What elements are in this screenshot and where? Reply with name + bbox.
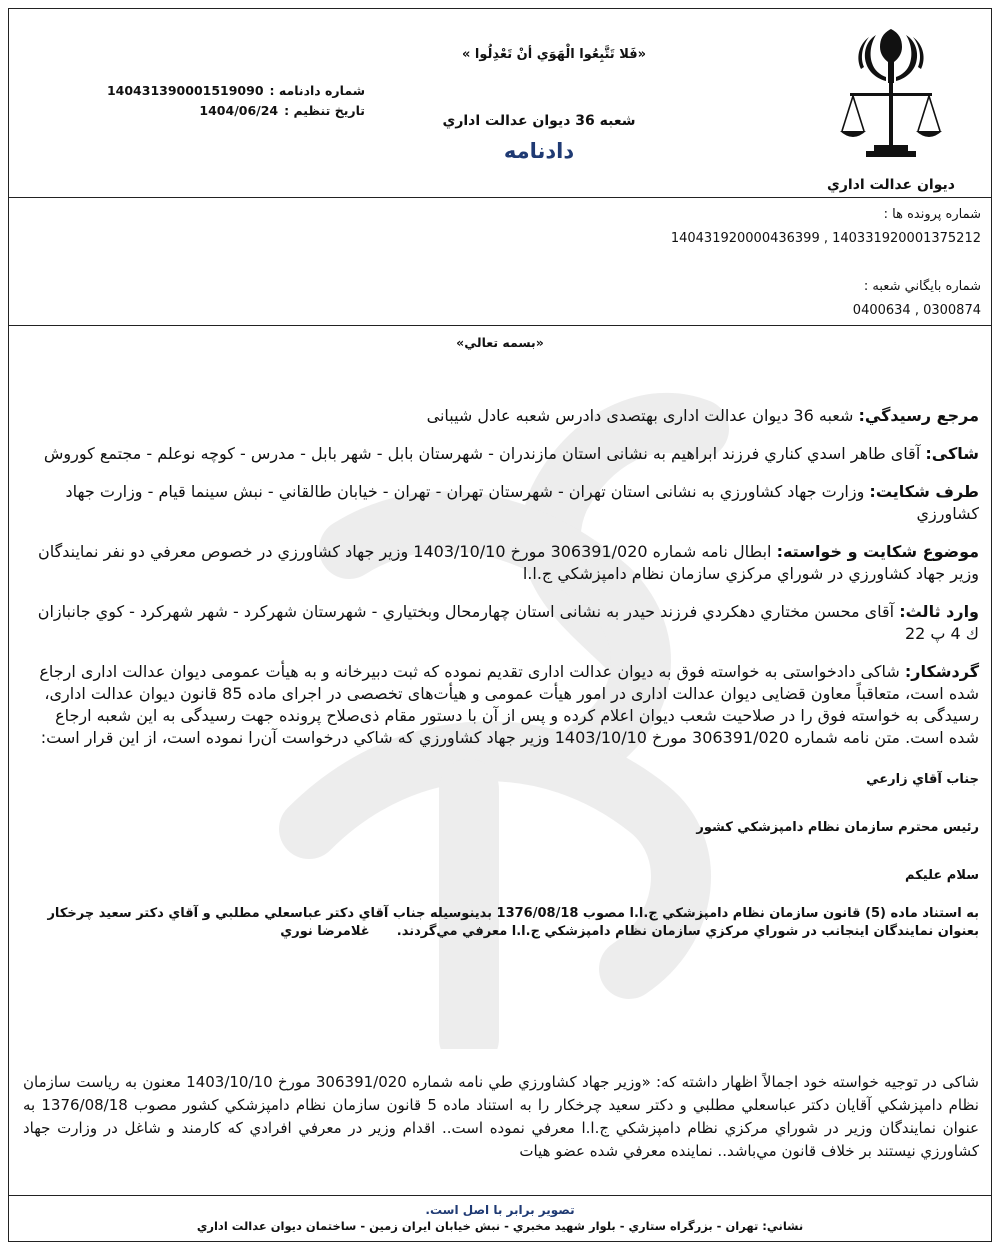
document-title: دادنامه [503, 139, 575, 163]
divider [9, 325, 991, 326]
case-numbers: 140431920000436399 , 140331920001375212 [670, 231, 981, 246]
issue-date-label: تاريخ تنظيم : [284, 103, 365, 118]
proceedings-paragraph [23, 661, 979, 749]
address-text: تهران - بزرگراه ستاري - بلوار شهيد مخبري - نبش خيابان ايران زمين - ساختمان ديوان عدالت اداري [196, 1219, 759, 1233]
proceedings-label: گردشکار: [904, 662, 979, 681]
subject-text: ابطال نامه شماره 306391/020 مورخ 1403/10/10 وزير جهاد کشاورزي در خصوص معرفي دو نفر نمايندگان وزير جهاد کشاورزي در شوراي مرکزي سازمان نظام دامپزشکي ج.ا.ا [37, 542, 979, 583]
verdict-number-label: شماره دادنامه : [269, 83, 365, 98]
bismillah: «بسمه تعالي» [456, 335, 544, 350]
defendant-text: وزارت جهاد کشاورزي به نشانی استان تهران - شهرستان تهران - تهران - خيابان طالقاني - نبش سينما قيام - وزارت جهاد کشاورزي [65, 482, 979, 523]
archive-numbers-label: شماره بايگاني شعبه : [863, 279, 981, 294]
subject-label: موضوع شکايت و خواسته: [776, 542, 979, 561]
third-party-paragraph [23, 601, 979, 645]
letter-recipient: رئيس محترم سازمان نظام دامپزشکي کشور [696, 820, 979, 835]
issue-date: 1404/06/24 [199, 103, 279, 118]
quran-quote: «فَلا تَتَّبِعُوا الْهَوَي أنْ تَعْدِلُوا » [462, 47, 646, 62]
third-party-text: آقای محسن مختاري دهکردي فرزند حيدر به نشانی استان چهارمحال وبختياري - شهرستان شهرکرد - شهر شهرکرد - کوي جانبازان ك 4 پ 22 [37, 602, 979, 643]
plaintiff-label: شاکی: [925, 444, 979, 463]
plaintiff-paragraph [23, 443, 979, 465]
letter-salutation: جناب آقاي زارعي [866, 772, 979, 787]
authority-text: شعبه 36 ديوان عدالت اداری بهتصدی دادرس شعبه عادل شيبانی [426, 406, 854, 425]
defendant-label: طرف شکايت: [869, 482, 979, 501]
defendant-paragraph [23, 481, 979, 525]
emblem [821, 23, 961, 193]
document-body [23, 405, 979, 941]
footer-address [9, 1219, 991, 1233]
letter-body [23, 905, 979, 941]
verdict-number: 140431390001519090 [106, 83, 264, 98]
branch-title: شعبه 36 ديوان عدالت اداري [442, 113, 636, 129]
divider [9, 1195, 991, 1196]
plaintiff-text: آقای طاهر اسدي کناري فرزند ابراهيم به نشانی استان مازندران - شهرستان بابل - شهر بابل - مدرس - کوچه نوعلم - مجتمع کوروش [43, 444, 921, 463]
address-label: نشاني: [762, 1219, 804, 1233]
emblem-caption: ديوان عدالت اداري [827, 177, 955, 193]
letter-greeting: سلام عليکم [905, 868, 979, 883]
archive-numbers: 0400634 , 0300874 [852, 303, 981, 318]
letter-signature: غلامرضا نوري [280, 924, 370, 939]
case-numbers-label: شماره پرونده ها : [883, 207, 981, 222]
proceedings-text: شاکی دادخواستی به خواسته فوق به ديوان عدالت اداری تقديم نموده که ثبت دبيرخانه و به هيأت عمومی ديوان عدالت اداری ارجاع شده است، متعاقباً معاون قضايی ديوان عدالت اداری در امور هيأت عمومی و هيأت‌های تخصصی در اجرای ماده 85 قانون ديوان عدالت اداری، رسيدگی به خواسته فوق را در صلاحيت شعب ديوان اعلام کرده و پس از آن با دستور مقام ذی‌صلاح پرونده جهت رسيدگی به اين شعبه ارجاع شده است. متن نامه شماره 306391/020 مورخ 1403/10/10 وزير جهاد کشاورزي که شاکي درخواست آن‌را نموده است، از اين قرار است: [39, 662, 979, 747]
letter-body-text: به استناد ماده (5) قانون سازمان نظام دامپزشکي ج.ا.ا مصوب 1376/08/18 بدينوسيله جناب آقاي دکتر عباسعلي مطلبي و آقاي دکتر سعيد چرخکار بعنوان نمايندگان اينجانب در شوراي مرکزي سازمان نظام دامپزشکي ج.ا.ا معرفي مي‌گردند. [47, 906, 979, 939]
footer [9, 1203, 991, 1233]
verified-stamp-text: تصوير برابر با اصل است. [425, 1203, 575, 1217]
verdict-meta [95, 83, 365, 123]
document-page [8, 8, 992, 1242]
justice-scale-emblem-icon [836, 23, 946, 173]
divider [9, 197, 991, 198]
authority-paragraph [23, 405, 979, 427]
third-party-label: وارد ثالث: [899, 602, 979, 621]
subject-paragraph [23, 541, 979, 585]
argument-paragraph: شاکی در توجيه خواسته خود اجمالاً اظهار داشته که: «وزير جهاد کشاورزي طي نامه شماره 306391/020 مورخ 1403/10/10 معنون به رياست سازمان نظام دامپزشکي آقايان دکتر عباسعلي مطلبي و دکتر سعيد چرخکار را به استناد ماده 5 قانون سازمان نظام دامپزشکي کشور مصوب 1376/08/18 به عنوان نمايندگان وزير در شوراي مرکزي نظام دامپزشکي ج.ا.ا معرفي نموده است.. اقدام وزير در معرفي افرادي که کارمند و شاغل در وزارت جهاد کشاورزي نيستند بر خلاف قانون مي‌باشد.. نماينده معرفي شده عضو هيات [23, 1073, 980, 1160]
authority-label: مرجع رسيدگي: [858, 406, 979, 425]
